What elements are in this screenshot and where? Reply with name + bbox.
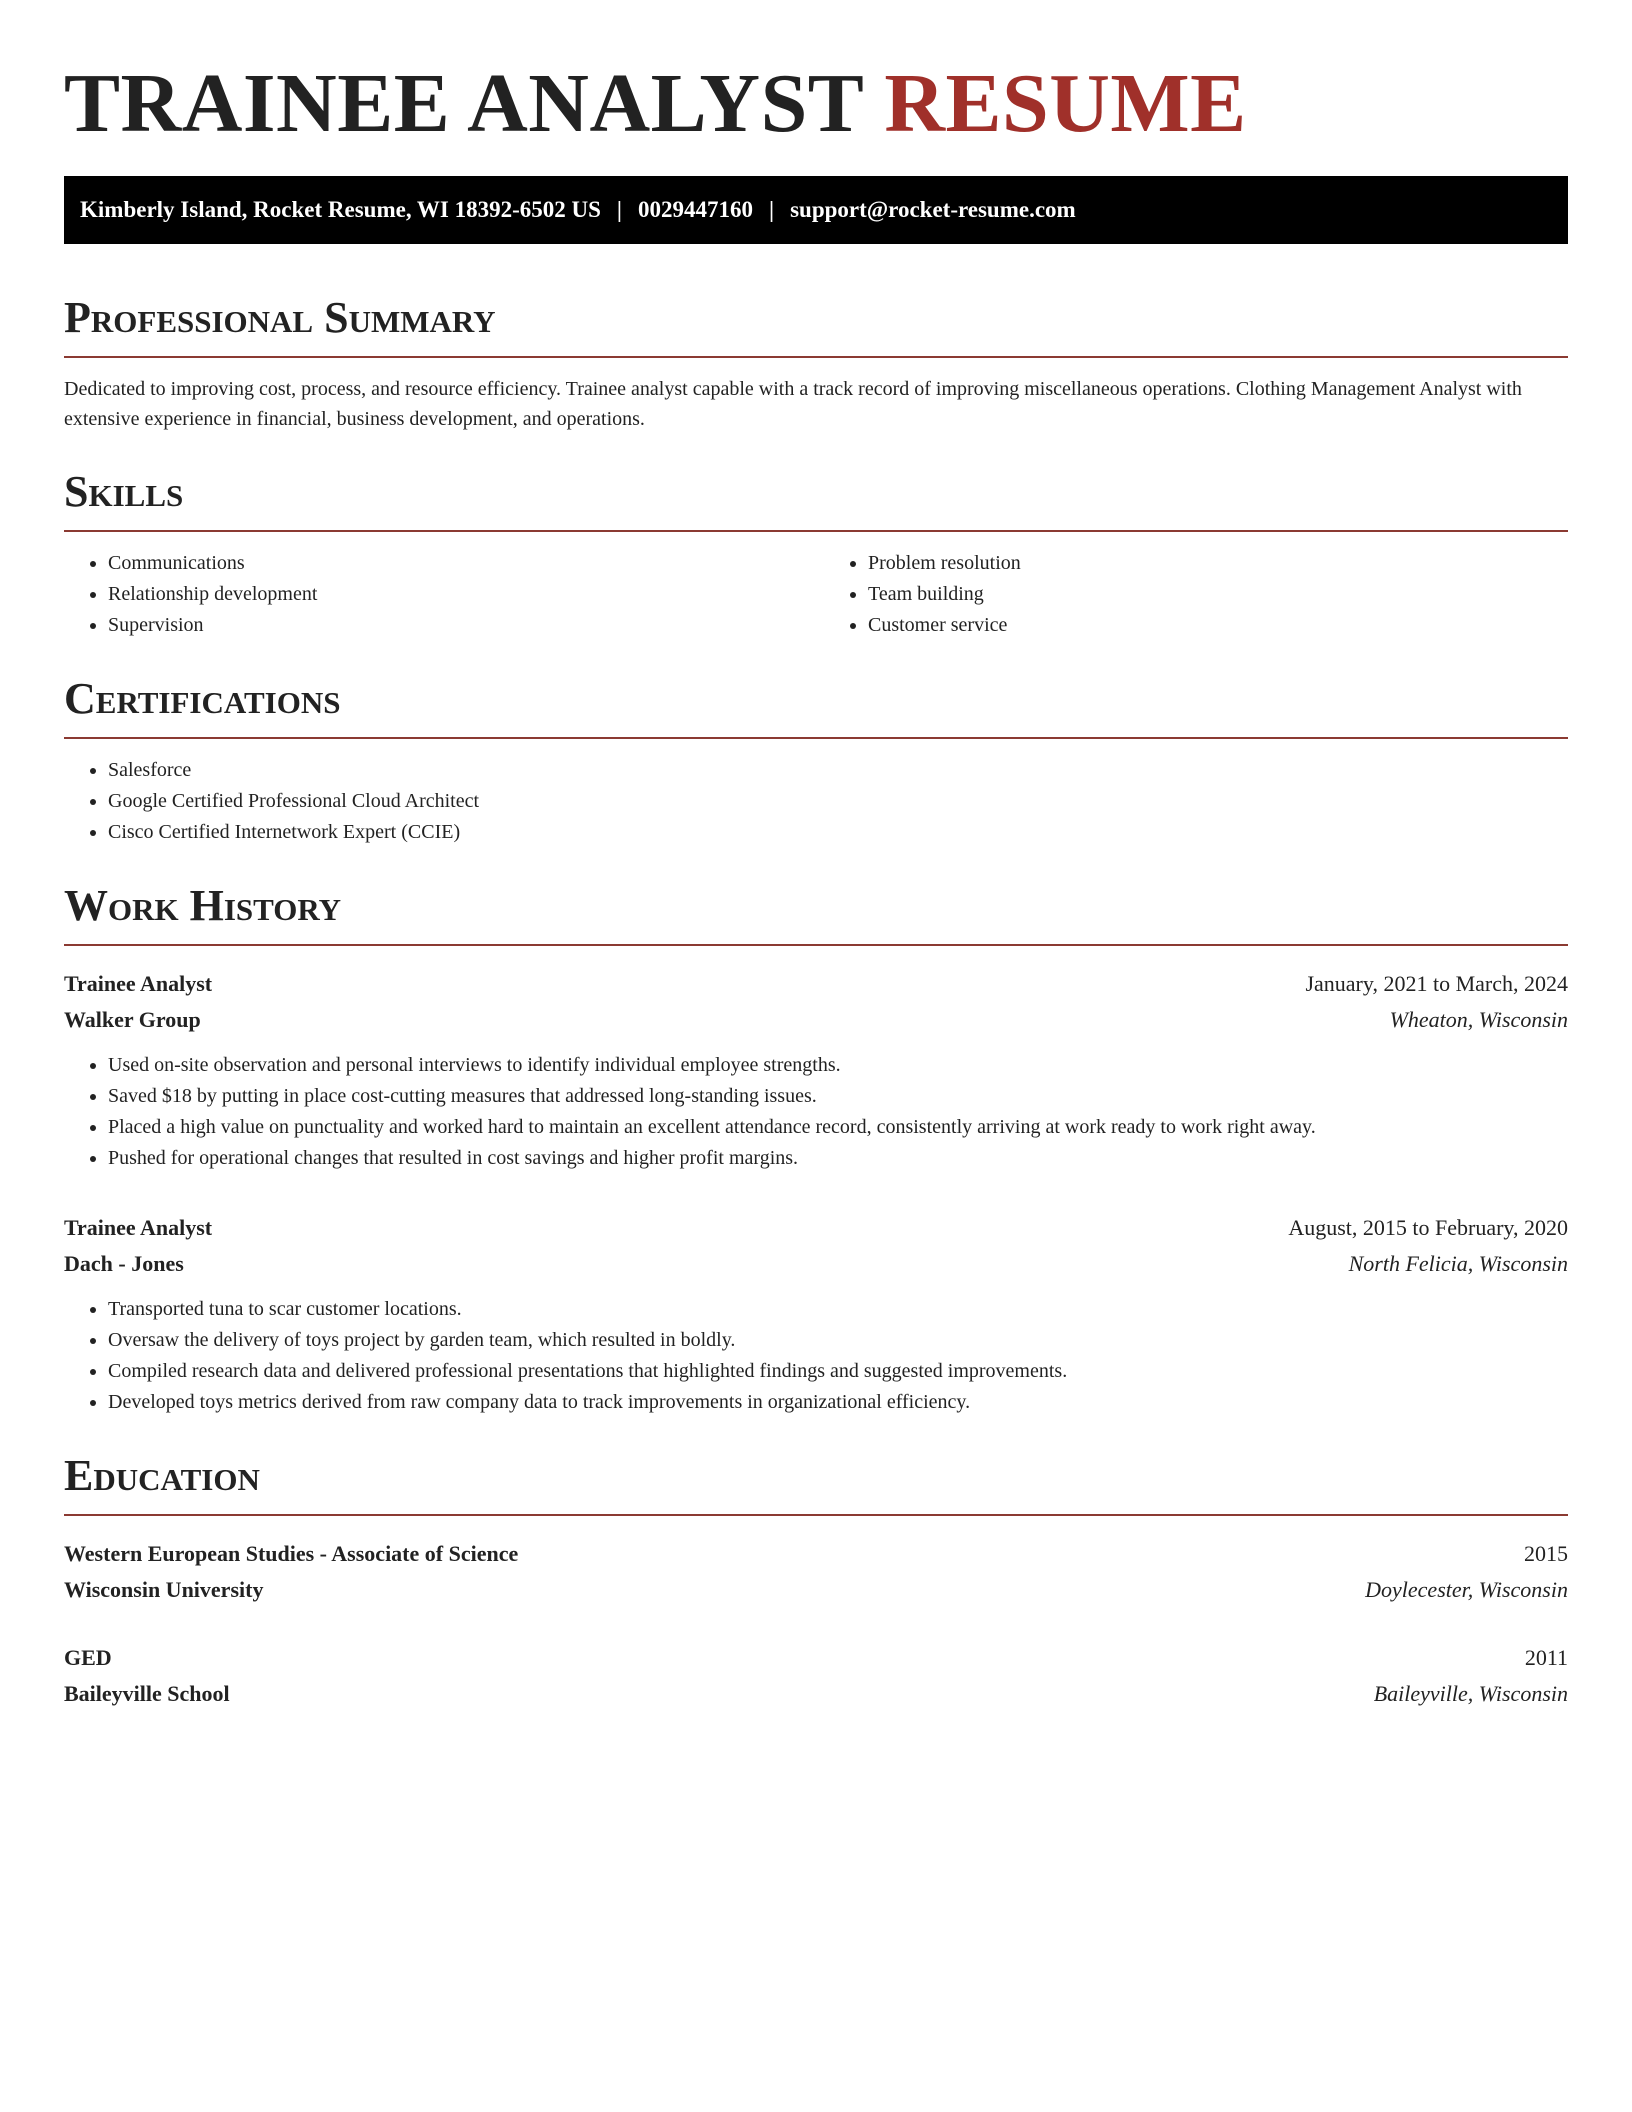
skill-item: • Problem resolution [868, 548, 1568, 579]
contact-separator: | [769, 197, 775, 222]
skill-item: • Customer service [868, 610, 1568, 641]
job-header-row [64, 966, 1568, 1002]
certifications-section [64, 673, 1568, 848]
title-accent: RESUME [884, 57, 1247, 150]
job-bullet: • Saved $18 by putting in place cost-cutting measures that addressed long-standing issues. [108, 1081, 1568, 1112]
education-school: Wisconsin University [64, 1577, 264, 1602]
job-title: Trainee Analyst [64, 1215, 213, 1240]
job-bullet: • Oversaw the delivery of toys project by garden team, which resulted in boldly. [108, 1325, 1568, 1356]
skill-item: • Communications [108, 548, 816, 579]
job-title: Trainee Analyst [64, 971, 213, 996]
education-location: Baileyville, Wisconsin [1373, 1681, 1568, 1706]
job-bullet: • Transported tuna to scar customer locations. [108, 1294, 1568, 1325]
job-location: Wheaton, Wisconsin [1389, 1007, 1568, 1032]
job-entry [64, 1210, 1568, 1418]
skills-grid [64, 532, 1568, 641]
contact-email: support@rocket-resume.com [790, 197, 1076, 222]
resume-title [64, 56, 1568, 152]
skills-heading: Skills [64, 466, 1568, 532]
education-header-row [64, 1536, 1568, 1572]
certifications-list [64, 755, 1568, 848]
job-bullet: • Placed a high value on punctuality and worked hard to maintain an excellent attendance record, consistently arriving at work ready to work right away. [108, 1112, 1568, 1143]
job-entry [64, 966, 1568, 1174]
work-history-section [64, 880, 1568, 1418]
education-year: 2015 [1524, 1541, 1568, 1566]
skills-section [64, 466, 1568, 641]
education-school-row [64, 1676, 1568, 1712]
job-dates: January, 2021 to March, 2024 [1305, 971, 1568, 996]
job-bullets [64, 1294, 1568, 1418]
job-header-row [64, 1210, 1568, 1246]
education-year: 2011 [1524, 1645, 1568, 1670]
education-degree: GED [64, 1645, 112, 1670]
education-degree: Western European Studies - Associate of Science [64, 1541, 519, 1566]
job-company-row [64, 1002, 1568, 1038]
contact-bar [64, 176, 1568, 244]
contact-separator: | [616, 197, 622, 222]
certification-item: • Cisco Certified Internetwork Expert (CCIE) [108, 817, 1568, 848]
summary-text: Dedicated to improving cost, process, and resource efficiency. Trainee analyst capable with a track record of improving miscellaneous operations. Clothing Management Analyst with extensive experience in financial, business development, and operations. [64, 378, 1522, 430]
job-bullet: • Developed toys metrics derived from raw company data to track improvements in organizational efficiency. [108, 1387, 1568, 1418]
skills-list-right [816, 548, 1568, 641]
certifications-heading: Certifications [64, 673, 1568, 739]
education-location: Doylecester, Wisconsin [1365, 1577, 1568, 1602]
skill-item: • Supervision [108, 610, 816, 641]
contact-address: Kimberly Island, Rocket Resume, WI 18392-6502 US [80, 197, 601, 222]
job-dates: August, 2015 to February, 2020 [1288, 1215, 1568, 1240]
title-main: TRAINEE ANALYST [64, 57, 863, 150]
job-bullet: • Used on-site observation and personal interviews to identify individual employee strengths. [108, 1050, 1568, 1081]
education-school: Baileyville School [64, 1681, 230, 1706]
certification-item: • Salesforce [108, 755, 1568, 786]
job-bullet: • Compiled research data and delivered professional presentations that highlighted findings and suggested improvements. [108, 1356, 1568, 1387]
job-company: Dach - Jones [64, 1251, 184, 1276]
education-section [64, 1450, 1568, 1712]
work-history-heading: Work History [64, 880, 1568, 946]
job-company-row [64, 1246, 1568, 1282]
education-entry [64, 1640, 1568, 1712]
education-heading: Education [64, 1450, 1568, 1516]
skill-item: • Team building [868, 579, 1568, 610]
contact-phone: 0029447160 [638, 197, 753, 222]
job-location: North Felicia, Wisconsin [1348, 1251, 1568, 1276]
education-entry [64, 1536, 1568, 1608]
job-company: Walker Group [64, 1007, 201, 1032]
education-header-row [64, 1640, 1568, 1676]
skill-item: • Relationship development [108, 579, 816, 610]
summary-section [64, 292, 1568, 434]
certification-item: • Google Certified Professional Cloud Architect [108, 786, 1568, 817]
job-bullet: • Pushed for operational changes that resulted in cost savings and higher profit margins. [108, 1143, 1568, 1174]
job-bullets [64, 1050, 1568, 1174]
summary-heading: Professional Summary [64, 292, 1568, 358]
skills-list-left [64, 548, 816, 641]
education-school-row [64, 1572, 1568, 1608]
